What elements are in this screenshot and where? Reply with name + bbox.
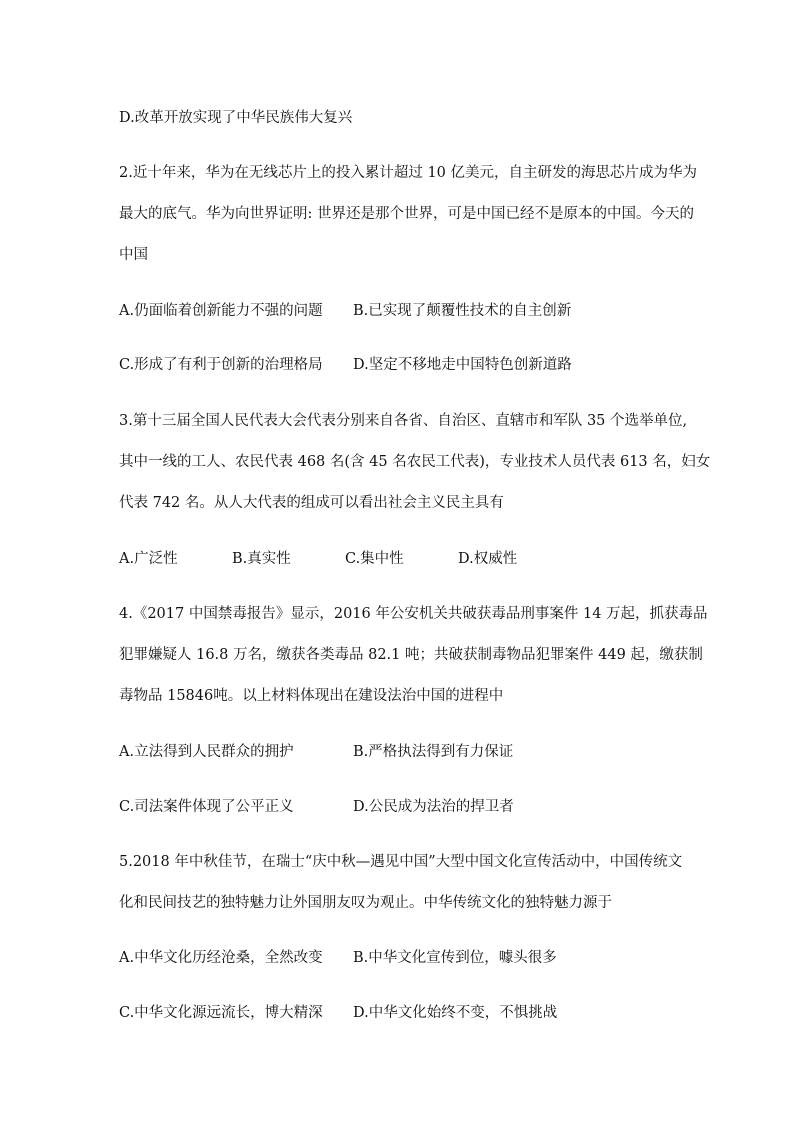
q4-stem-line-3: 毒物品 15846吨。以上材料体现出在建设法治中国的进程中 (119, 688, 504, 704)
q4-option-d: D.公民成为法治的捍卫者 (353, 799, 514, 815)
q1-option-d: D.改革开放实现了中华民族伟大复兴 (119, 110, 353, 126)
q2-option-c: C.形成了有利于创新的治理格局 (119, 357, 323, 373)
q4-option-b: B.严格执法得到有力保证 (353, 744, 514, 760)
q3-stem-line-1: 3.第十三届全国人民代表大会代表分别来自各省、自治区、直辖市和军队 35 个选举单位, (119, 413, 688, 429)
q5-stem-line-2: 化和民间技艺的独特魅力让外国朋友叹为观止。中华传统文化的独特魅力源于 (119, 895, 612, 911)
q5-option-b: B.中华文化宣传到位，噱头很多 (353, 950, 557, 966)
q2-stem-line-1: 2.近十年来，华为在无线芯片上的投入累计超过 10 亿美元，自主研发的海思芯片成为华为 (119, 165, 697, 181)
q3-option-c: C.集中性 (345, 551, 404, 567)
q4-stem-line-1: 4.《2017 中国禁毒报告》显示，2016 年公安机关共破获毒品刑事案件 14 万起，抓获毒品 (119, 606, 708, 622)
q2-stem-line-2: 最大的底气。华为向世界证明: 世界还是那个世界，可是中国已经不是原本的中国。今天的 (119, 206, 694, 222)
q2-stem-line-3: 中国 (119, 247, 148, 263)
q3-stem-line-3: 代表 742 名。从人大代表的组成可以看出社会主义民主具有 (119, 495, 504, 511)
q3-stem-line-2: 其中一线的工人、农民代表 468 名(含 45 名农民工代表)，专业技术人员代表 613 名，妇女 (119, 454, 711, 470)
q3-option-b: B.真实性 (232, 551, 291, 567)
q5-stem-line-1: 5.2018 年中秋佳节，在瑞士“庆中秋—遇见中国”大型中国文化宣传活动中，中国传统文 (119, 854, 683, 870)
q4-option-a: A.立法得到人民群众的拥护 (119, 744, 294, 760)
q3-option-d: D.权威性 (458, 551, 518, 567)
q4-stem-line-2: 犯罪嫌疑人 16.8 万名，缴获各类毒品 82.1 吨；共破获制毒物品犯罪案件 449 起，缴获制 (119, 647, 703, 663)
q2-option-b: B.已实现了颠覆性技术的自主创新 (353, 303, 572, 319)
q3-option-a: A.广泛性 (119, 551, 178, 567)
q5-option-d: D.中华文化始终不变，不惧挑战 (353, 1005, 558, 1021)
q5-option-a: A.中华文化历经沧桑，全然改变 (119, 950, 323, 966)
q4-option-c: C.司法案件体现了公平正义 (119, 799, 294, 815)
q2-option-a: A.仍面临着创新能力不强的问题 (119, 303, 323, 319)
q2-option-d: D.坚定不移地走中国特色创新道路 (353, 357, 572, 373)
q5-option-c: C.中华文化源远流长，博大精深 (119, 1005, 323, 1021)
